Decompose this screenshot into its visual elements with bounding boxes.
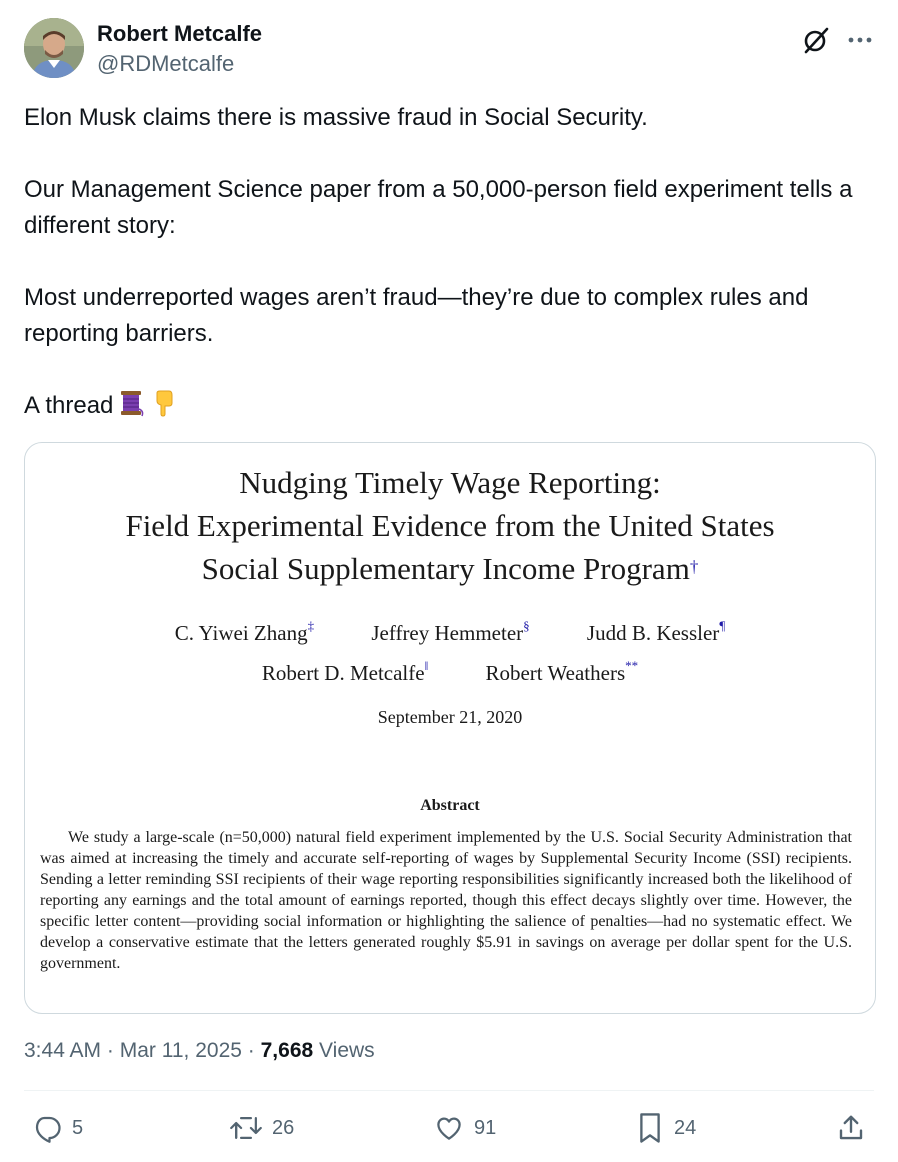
author-handle[interactable]: @RDMetcalfe bbox=[97, 51, 235, 76]
reply-icon bbox=[32, 1113, 62, 1143]
paper-date: September 21, 2020 bbox=[377, 707, 523, 727]
paper-title-line: Field Experimental Evidence from the United States bbox=[125, 508, 775, 543]
bookmark-button[interactable] bbox=[636, 1110, 696, 1146]
share-icon bbox=[836, 1113, 866, 1143]
tweet-text bbox=[24, 100, 880, 428]
tweet-header bbox=[24, 18, 874, 82]
grok-icon[interactable] bbox=[802, 26, 830, 54]
paper-author: C. Yiwei Zhang‡ bbox=[174, 618, 315, 645]
tweet-paragraph bbox=[24, 388, 880, 428]
paper-title bbox=[25, 461, 875, 590]
paper-author: Robert D. Metcalfe‖ bbox=[261, 658, 429, 685]
abstract-text: We study a large-scale (n=50,000) natural field experiment implemented by the U.S. Social Security Administration that was aimed at increasing the timely and accurate self-reporting of wages by Supplemental Security Income (SSI) recipients. Sending a letter reminding SSI recipients of their wage reporting responsibilities significantly increased both the likelihood of reporting any earnings and the total amount of earnings reported, though this effect decays slightly over time. However, the specific letter content—providing social information or highlighting the salience of penalties—had no systematic effect. We develop a conservative estimate that the letters generated roughly $5.91 in savings on average per dollar spent for the U.S. government. bbox=[40, 829, 852, 972]
reply-count: 5 bbox=[72, 1116, 84, 1139]
paper-author: Jeffrey Hemmeter§ bbox=[371, 618, 530, 645]
share-button[interactable] bbox=[836, 1110, 876, 1146]
paper-authors-row bbox=[25, 618, 875, 646]
retweet-icon bbox=[230, 1113, 262, 1143]
tweet-paragraph: Our Management Science paper from a 50,000-person field experiment tells a different story: bbox=[24, 176, 853, 239]
like-button[interactable] bbox=[434, 1110, 496, 1146]
paper-title-text: Social Supplementary Income Program bbox=[201, 551, 690, 586]
like-icon bbox=[434, 1113, 464, 1143]
repost-button[interactable] bbox=[230, 1110, 294, 1146]
tweet-paragraph-text: A thread bbox=[24, 392, 114, 419]
tweet-paragraph: Elon Musk claims there is massive fraud in Social Security. bbox=[24, 104, 648, 131]
views-count: 7,668 bbox=[260, 1039, 314, 1062]
reply-button[interactable] bbox=[32, 1110, 83, 1146]
bookmark-icon bbox=[636, 1112, 664, 1144]
tweet-date[interactable]: Mar 11, 2025 bbox=[119, 1039, 242, 1062]
views-label: Views bbox=[319, 1039, 375, 1062]
more-icon[interactable] bbox=[846, 28, 874, 52]
repost-count: 26 bbox=[272, 1116, 295, 1139]
paper-author: Robert Weathers** bbox=[485, 658, 639, 685]
title-footnote-mark: † bbox=[689, 557, 699, 576]
tweet-meta bbox=[24, 1039, 375, 1063]
paper-author: Judd B. Kessler¶ bbox=[586, 618, 726, 645]
author-name[interactable]: Robert Metcalfe bbox=[97, 21, 263, 46]
divider bbox=[24, 1090, 874, 1091]
avatar[interactable] bbox=[24, 18, 84, 78]
meta-separator: · bbox=[106, 1039, 114, 1062]
thread-spool-icon bbox=[117, 389, 145, 428]
tweet-time[interactable]: 3:44 AM bbox=[24, 1039, 102, 1062]
like-count: 91 bbox=[474, 1116, 497, 1139]
bookmark-count: 24 bbox=[674, 1116, 697, 1139]
paper-title-line: Nudging Timely Wage Reporting: bbox=[239, 465, 661, 500]
pointing-down-icon bbox=[149, 389, 177, 428]
meta-separator: · bbox=[247, 1039, 255, 1062]
abstract-heading: Abstract bbox=[420, 797, 480, 814]
paper-authors-row bbox=[25, 658, 875, 686]
paper-image[interactable] bbox=[24, 442, 876, 1014]
tweet-paragraph: Most underreported wages aren’t fraud—they’re due to complex rules and reporting barriers. bbox=[24, 284, 809, 347]
paper-title-line bbox=[25, 547, 875, 590]
